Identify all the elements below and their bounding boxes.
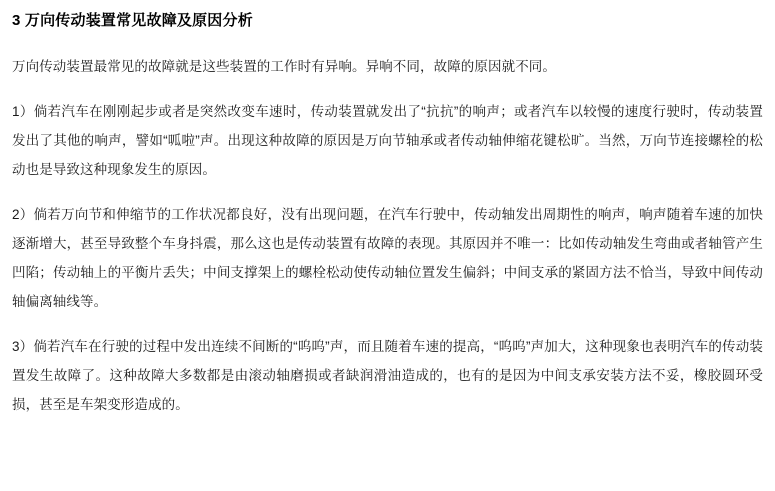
paragraph-item-2: 2）倘若万向节和伸缩节的工作状况都良好，没有出现问题，在汽车行驶中，传动轴发出周期性的响声，响声随着车速的加快逐渐增大，甚至导致整个车身抖震，那么这也是传动装置有故障的表现。其原因并不唯一：比如传动轴发生弯曲或者轴管产生凹陷；传动轴上的平衡片丢失；中间支撑架上的螺栓松动使传动轴位置发生偏斜；中间支承的紧固方法不恰当，导致中间传动轴偏离轴线等。: [12, 207, 763, 309]
paragraph-item-1: 1）倘若汽车在刚刚起步或者是突然改变车速时，传动装置就发出了“抗抗”的响声；或者汽车以较慢的速度行驶时，传动装置发出了其他的响声，譬如“呱啦”声。出现这种故障的原因是万向节轴承或者传动轴伸缩花键松旷。当然，万向节连接螺栓的松动也是导致这种现象发生的原因。: [12, 104, 763, 177]
paragraph-intro: 万向传动装置最常见的故障就是这些装置的工作时有异响。异响不同，故障的原因就不同。: [12, 59, 556, 74]
paragraph-item-3: 3）倘若汽车在行驶的过程中发出连续不间断的“呜呜”声，而且随着车速的提高，“呜呜”声加大，这种现象也表明汽车的传动装置发生故障了。这种故障大多数都是由滚动轴磨损或者缺润滑油造成的，也有的是因为中间支承安装方法不妥，橡胶圆环受损，甚至是车架变形造成的。: [12, 339, 763, 412]
document-title: 3 万向传动装置常见故障及原因分析: [12, 12, 253, 29]
